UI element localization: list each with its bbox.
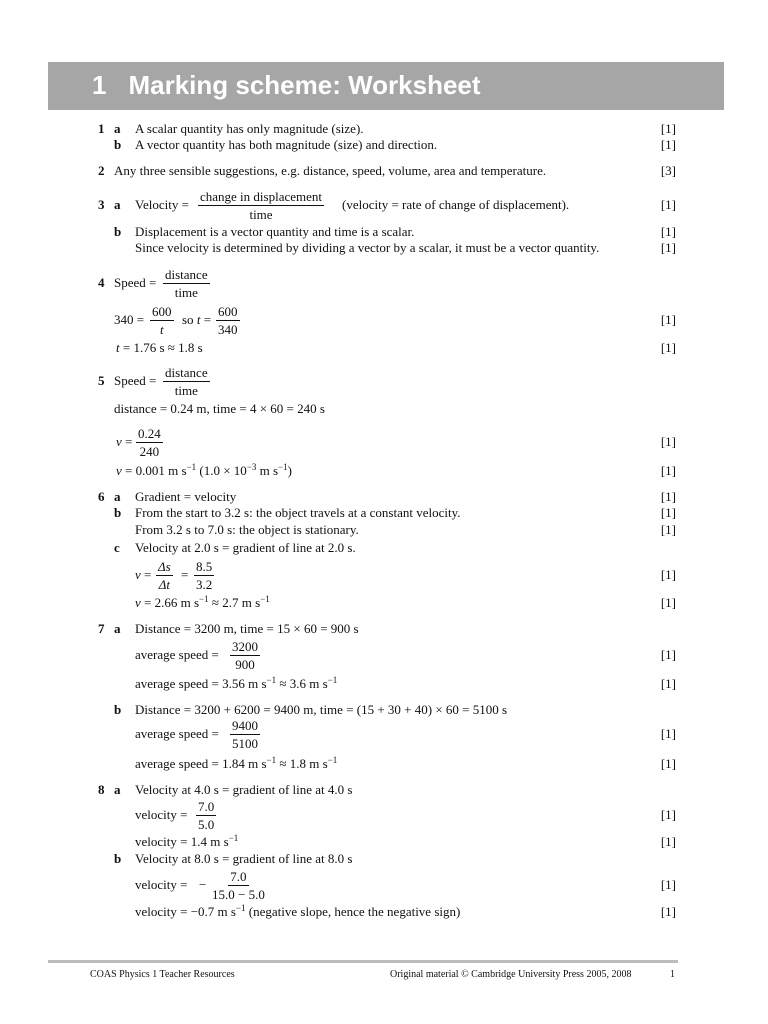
- equation-text: Speed =: [114, 373, 157, 388]
- answer-text: Distance = 3200 + 6200 = 9400 m, time = (15 + 30 + 40) × 60 = 5100 s: [135, 702, 508, 717]
- mark: [1]: [660, 595, 676, 610]
- fraction: [216, 304, 240, 337]
- equation-text: [116, 434, 132, 449]
- equation-text: velocity =: [135, 877, 188, 892]
- answer-text: Velocity at 2.0 s = gradient of line at 2.0 s.: [135, 540, 356, 555]
- answer-text: A scalar quantity has only magnitude (size).: [135, 121, 364, 136]
- exponent: −1: [235, 903, 246, 913]
- question-number: 1: [98, 121, 105, 136]
- answer-text: Any three sensible suggestions, e.g. distance, speed, volume, area and temperature.: [114, 163, 547, 178]
- part-label: a: [114, 782, 121, 797]
- equation-text: =: [203, 312, 212, 327]
- exponent: −1: [186, 462, 197, 472]
- mark: [1]: [660, 312, 676, 327]
- equation-text: [135, 595, 270, 610]
- part-label: a: [114, 489, 121, 504]
- answer-text: distance = 0.24 m, time = 4 × 60 = 240 s: [114, 401, 325, 416]
- mark: [1]: [660, 463, 676, 478]
- answer-text: Distance = 3200 m, time = 15 × 60 = 900 s: [135, 621, 359, 636]
- exponent: −1: [199, 594, 209, 604]
- equation-text: ≈ 1.8 m s: [279, 756, 328, 771]
- fraction: [150, 304, 174, 337]
- equation-text: average speed =: [135, 647, 219, 662]
- equation-text: (1.0 × 10: [199, 463, 247, 478]
- answer-text: A vector quantity has both magnitude (size) and direction.: [135, 137, 438, 152]
- fraction: [156, 559, 173, 592]
- mark: [1]: [660, 522, 676, 537]
- equation-text: [135, 756, 337, 771]
- question-number: 2: [98, 163, 105, 178]
- mark: [1]: [660, 434, 676, 449]
- mark: [1]: [660, 676, 676, 691]
- mark: [1]: [660, 904, 676, 919]
- part-label: b: [114, 224, 122, 239]
- part-label: a: [114, 621, 121, 636]
- variable: t: [116, 340, 120, 355]
- part-label: c: [114, 540, 120, 555]
- equation-text: =: [144, 567, 152, 582]
- mark: [1]: [660, 834, 676, 849]
- equation-text: so: [182, 312, 194, 327]
- footer-rule: [48, 960, 678, 963]
- equation-text: ≈ 3.6 m s: [279, 676, 328, 691]
- part-label: a: [114, 121, 121, 136]
- numerator: 3200: [232, 639, 258, 654]
- equation-text: ≈ 2.7 m s: [211, 595, 261, 610]
- numerator: 600: [218, 304, 238, 319]
- answer-text: From 3.2 s to 7.0 s: the object is stationary.: [135, 522, 359, 537]
- question-number: 3: [98, 197, 105, 212]
- equation-text: average speed =: [135, 726, 219, 741]
- part-label: b: [114, 137, 122, 152]
- denominator: 5.0: [198, 817, 215, 832]
- mark: [1]: [660, 137, 676, 152]
- mark: [1]: [660, 197, 676, 212]
- exponent: −1: [266, 755, 277, 765]
- equation-text: [135, 567, 151, 582]
- fraction: [163, 267, 210, 300]
- denominator: t: [159, 322, 164, 337]
- numerator: distance: [165, 365, 208, 380]
- footer-left: COAS Physics 1 Teacher Resources: [90, 969, 235, 980]
- equation-text: Speed =: [114, 275, 157, 290]
- footer-copyright: Original material © Cambridge University Press 2005, 2008: [390, 969, 632, 980]
- equation-text: [135, 904, 460, 919]
- mark: [1]: [660, 121, 676, 136]
- mark: [1]: [660, 807, 676, 822]
- mark: [1]: [660, 877, 676, 892]
- mark: [1]: [660, 567, 676, 582]
- exponent: −1: [327, 675, 338, 685]
- page-title: [92, 70, 481, 101]
- chapter-title: Marking scheme: Worksheet: [128, 70, 481, 100]
- denominator: 240: [139, 444, 160, 459]
- numerator: 600: [152, 304, 172, 319]
- mark: [1]: [660, 756, 676, 771]
- variable: t: [196, 312, 201, 327]
- equation-text: = 2.66 m s: [144, 595, 200, 610]
- denominator: 5100: [232, 736, 258, 751]
- fraction: [198, 189, 324, 222]
- part-label: b: [114, 702, 122, 717]
- question-number: 6: [98, 489, 105, 504]
- fraction: [194, 559, 214, 592]
- mark: [1]: [660, 240, 676, 255]
- answer-text: From the start to 3.2 s: the object travels at a constant velocity.: [135, 505, 461, 520]
- mark: [1]: [660, 726, 676, 741]
- mark: [1]: [660, 647, 676, 662]
- variable: v: [116, 434, 122, 449]
- equation-text: velocity = 1.4 m s: [135, 834, 229, 849]
- answer-text: (negative slope, hence the negative sign): [248, 904, 461, 919]
- numerator: distance: [165, 267, 208, 282]
- equation-text: average speed = 1.84 m s: [135, 756, 267, 771]
- numerator: Δs: [158, 559, 171, 574]
- equation-text: = 0.001 m s: [125, 463, 187, 478]
- numerator: change in displacement: [200, 189, 323, 204]
- equation-text: = 1.76 s ≈ 1.8 s: [122, 340, 203, 355]
- part-label: b: [114, 851, 122, 866]
- equation-text: =: [125, 434, 133, 449]
- equation-text: Velocity =: [135, 197, 189, 212]
- equation-text: ): [287, 463, 292, 478]
- exponent: −1: [266, 675, 277, 685]
- equation-text: [116, 340, 203, 355]
- fraction: [230, 718, 260, 751]
- fraction: [230, 639, 260, 672]
- mark: [1]: [660, 505, 676, 520]
- denominator: time: [174, 285, 198, 300]
- answer-text: Velocity at 4.0 s = gradient of line at 4.0 s: [135, 782, 353, 797]
- numerator: 9400: [232, 718, 258, 733]
- exponent: −1: [228, 833, 239, 843]
- mark: [1]: [660, 340, 676, 355]
- equation-text: =: [181, 567, 189, 582]
- equation-text: m s: [259, 463, 279, 478]
- variable: v: [116, 463, 122, 478]
- denominator: Δt: [158, 577, 170, 592]
- denominator: 15.0 − 5.0: [212, 887, 265, 902]
- answer-text: Gradient = velocity: [135, 489, 237, 504]
- answer-text: (velocity = rate of change of displacement).: [342, 197, 570, 212]
- equation-text: [135, 834, 238, 849]
- fraction: [196, 799, 216, 832]
- denominator: 900: [235, 657, 255, 672]
- denominator: time: [174, 383, 198, 398]
- fraction: [136, 426, 163, 459]
- equation-text: velocity =: [135, 807, 188, 822]
- exponent: −1: [260, 594, 270, 604]
- page-number: 1: [670, 969, 675, 980]
- question-number: 5: [98, 373, 105, 388]
- denominator: 3.2: [196, 577, 213, 592]
- equation-text: velocity = −0.7 m s: [135, 904, 236, 919]
- exponent: −3: [246, 462, 257, 472]
- denominator: time: [249, 207, 273, 222]
- numerator: 7.0: [230, 869, 247, 884]
- equation-text: 340 =: [114, 312, 145, 327]
- answer-text: Since velocity is determined by dividing a vector by a scalar, it must be a vector quantity.: [135, 240, 600, 255]
- equation-text: [135, 676, 337, 691]
- mark: [1]: [660, 224, 676, 239]
- exponent: −1: [278, 462, 288, 472]
- numerator: 8.5: [196, 559, 213, 574]
- equation-text: [182, 312, 211, 327]
- question-number: 8: [98, 782, 105, 797]
- equation-text: −: [199, 877, 207, 892]
- exponent: −1: [327, 755, 338, 765]
- part-label: a: [114, 197, 121, 212]
- mark: [3]: [660, 163, 676, 178]
- chapter-number: 1: [92, 70, 107, 100]
- variable: v: [135, 567, 141, 582]
- denominator: 340: [218, 322, 238, 337]
- equation-text: average speed = 3.56 m s: [135, 676, 267, 691]
- numerator: 0.24: [138, 426, 161, 441]
- part-label: b: [114, 505, 122, 520]
- equation-text: [116, 463, 292, 478]
- numerator: 7.0: [198, 799, 215, 814]
- answer-text: Velocity at 8.0 s = gradient of line at 8.0 s: [135, 851, 353, 866]
- mark: [1]: [660, 489, 676, 504]
- variable: v: [135, 595, 141, 610]
- title-banner: [48, 62, 724, 110]
- fraction: [163, 365, 210, 398]
- question-number: 7: [98, 621, 105, 636]
- fraction: [210, 869, 267, 902]
- answer-text: Displacement is a vector quantity and time is a scalar.: [135, 224, 415, 239]
- question-number: 4: [98, 275, 105, 290]
